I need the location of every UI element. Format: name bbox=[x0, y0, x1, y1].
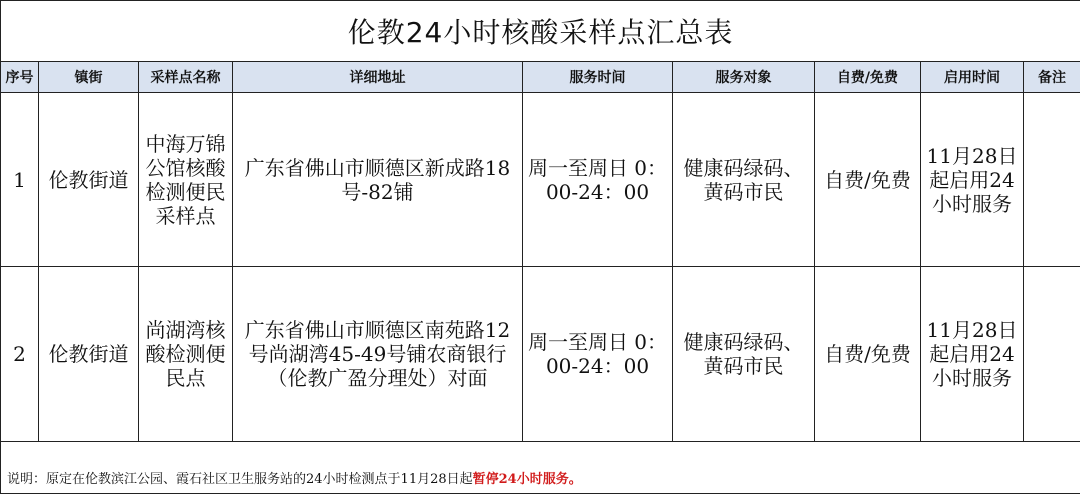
start-text: 11月28日起启用24小时服务 bbox=[924, 144, 1020, 216]
table-row bbox=[1, 267, 1080, 442]
cell-target bbox=[673, 93, 815, 267]
cell-town: 伦教街道 bbox=[39, 267, 139, 442]
header-fee: 自费/免费 bbox=[815, 62, 921, 93]
cell-no: 2 bbox=[1, 267, 39, 442]
cell-no: 1 bbox=[1, 93, 39, 267]
header-hours: 服务时间 bbox=[523, 62, 673, 93]
site-name: 尚湖湾核酸检测便民点 bbox=[144, 318, 228, 390]
header-start: 启用时间 bbox=[921, 62, 1024, 93]
cell-address bbox=[233, 93, 523, 267]
cell-address bbox=[233, 267, 523, 442]
address-text: 广东省佛山市顺德区南苑路12号尚湖湾45-49号铺农商银行（伦教广盈分理处）对面 bbox=[238, 318, 518, 390]
cell-hours bbox=[523, 93, 673, 267]
target-text: 健康码绿码、黄码市民 bbox=[679, 156, 809, 204]
header-site: 采样点名称 bbox=[139, 62, 233, 93]
table-title: 伦教24小时核酸采样点汇总表 bbox=[1, 1, 1080, 62]
cell-fee: 自费/免费 bbox=[815, 267, 921, 442]
cell-site bbox=[139, 267, 233, 442]
header-remark: 备注 bbox=[1024, 62, 1080, 93]
note-highlight: 暂停24小时服务。 bbox=[473, 472, 582, 487]
note-text: 说明：原定在伦教滨江公园、霞石社区卫生服务站的24小时检测点于11月28日起 bbox=[7, 472, 473, 487]
header-address: 详细地址 bbox=[233, 62, 523, 93]
header-town: 镇街 bbox=[39, 62, 139, 93]
cell-hours bbox=[523, 267, 673, 442]
header-row bbox=[1, 62, 1080, 93]
address-text: 广东省佛山市顺德区新成路18号-82铺 bbox=[238, 156, 518, 204]
hours-text: 周一至周日 0：00-24：00 bbox=[528, 330, 668, 378]
site-name: 中海万锦公馆核酸检测便民采样点 bbox=[144, 132, 228, 228]
hours-text: 周一至周日 0：00-24：00 bbox=[528, 156, 668, 204]
cell-town: 伦教街道 bbox=[39, 93, 139, 267]
start-text: 11月28日起启用24小时服务 bbox=[924, 318, 1020, 390]
cell-fee: 自费/免费 bbox=[815, 93, 921, 267]
cell-start bbox=[921, 93, 1024, 267]
cell-remark bbox=[1024, 267, 1080, 442]
note-row bbox=[1, 442, 1080, 494]
target-text: 健康码绿码、黄码市民 bbox=[679, 330, 809, 378]
header-no: 序号 bbox=[1, 62, 39, 93]
table-row bbox=[1, 93, 1080, 267]
cell-target bbox=[673, 267, 815, 442]
header-target: 服务对象 bbox=[673, 62, 815, 93]
cell-remark bbox=[1024, 93, 1080, 267]
cell-site bbox=[139, 93, 233, 267]
cell-start bbox=[921, 267, 1024, 442]
